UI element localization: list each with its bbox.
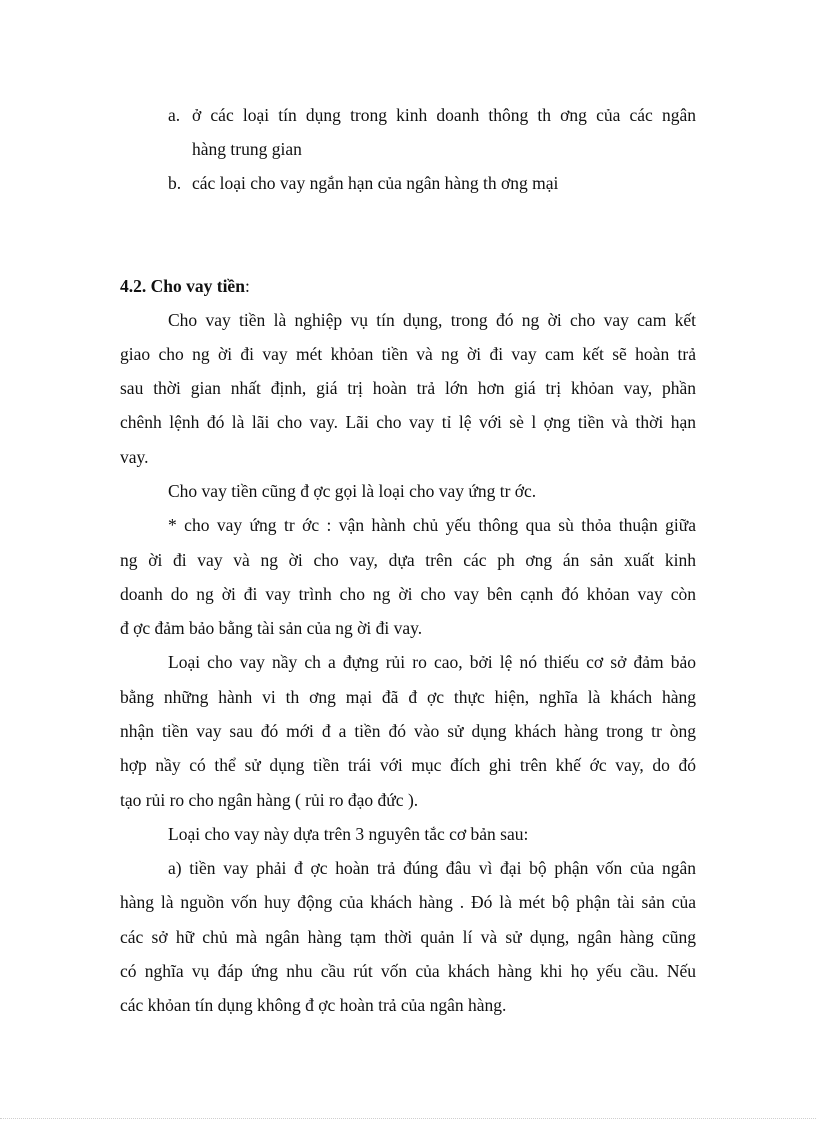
paragraph-5-line-1: Loại cho vay này dựa trên 3 nguyên tắc cơ bản sau: — [168, 824, 529, 844]
paragraph-6-line-2: hàng là nguồn vốn huy động của khách hàng . Đó là mét bộ phận tài sản của — [120, 892, 696, 912]
page-bottom-divider — [0, 1118, 816, 1119]
paragraph-3-line-2: ng ời đi vay và ng ời cho vay, dựa trên các ph ơng án sản xuất kinh — [120, 550, 696, 570]
list-item-b — [168, 172, 558, 194]
paragraph-3-line-4: đ ợc đảm bảo bằng tài sản của ng ời đi vay. — [120, 618, 423, 638]
list-item-b-text: các loại cho vay ngắn hạn của ngân hàng th ơng mại — [192, 173, 559, 193]
paragraph-6-line-5: các khỏan tín dụng không đ ợc hoàn trả của ngân hàng. — [120, 995, 507, 1015]
paragraph-3-line-1: * cho vay ứng tr ớc : vận hành chủ yếu thông qua sù thỏa thuận giữa — [168, 515, 696, 535]
paragraph-4-line-2: bằng những hành vi th ơng mại đã đ ợc thực hiện, nghĩa là khách hàng — [120, 687, 696, 707]
list-item-a-text: ở các loại tín dụng trong kinh doanh thông th ơng của các ngân — [192, 105, 696, 125]
section-heading-colon: : — [244, 276, 250, 296]
paragraph-4-line-3: nhận tiền vay sau đó mới đ a tiền đó vào sử dụng khách hàng trong tr òng — [120, 721, 696, 741]
paragraph-1-line-3: sau thời gian nhất định, giá trị hoàn trả lớn hơn giá trị khỏan vay, phần — [120, 378, 696, 398]
paragraph-4-line-5: tạo rủi ro cho ngân hàng ( rủi ro đạo đức ). — [120, 790, 419, 810]
paragraph-3-line-3: doanh do ng ời đi vay trình cho ng ời cho vay bên cạnh đó khỏan vay còn — [120, 584, 696, 604]
list-item-a-continuation: hàng trung gian — [192, 139, 302, 159]
list-marker-a: a. — [168, 105, 181, 125]
list-item-a — [168, 104, 696, 126]
paragraph-4-line-1: Loại cho vay nầy ch a đựng rủi ro cao, bởi lệ nó thiếu cơ sở đảm bảo — [168, 652, 696, 672]
paragraph-1-line-5: vay. — [120, 447, 149, 467]
paragraph-1-line-2: giao cho ng ời đi vay mét khỏan tiền và ng ời đi vay cam kết sẽ hoàn trả — [120, 344, 696, 364]
paragraph-1-line-1: Cho vay tiền là nghiệp vụ tín dụng, trong đó ng ời cho vay cam kết — [168, 310, 696, 330]
paragraph-2-line-1: Cho vay tiền cũng đ ợc gọi là loại cho vay ứng tr ớc. — [168, 481, 537, 501]
paragraph-4-line-4: hợp nầy có thể sử dụng tiền trái với mục đích ghi trên khế ớc vay, do đó — [120, 755, 696, 775]
paragraph-6-line-3: các sở hữ chủ mà ngân hàng tạm thời quản lí và sử dụng, ngân hàng cũng — [120, 927, 696, 947]
paragraph-6-line-1: a) tiền vay phải đ ợc hoàn trả đúng đâu vì đại bộ phận vốn của ngân — [168, 858, 696, 878]
section-heading-text: 4.2. Cho vay tiền — [120, 276, 245, 296]
section-heading — [120, 275, 250, 297]
paragraph-6-line-4: có nghĩa vụ đáp ứng nhu cầu rút vốn của khách hàng khi họ yếu cầu. Nếu — [120, 961, 696, 981]
paragraph-1-line-4: chênh lệnh đó là lãi cho vay. Lãi cho vay tỉ lệ với sè l ợng tiền và thời hạn — [120, 412, 696, 432]
list-marker-b: b. — [168, 173, 182, 193]
